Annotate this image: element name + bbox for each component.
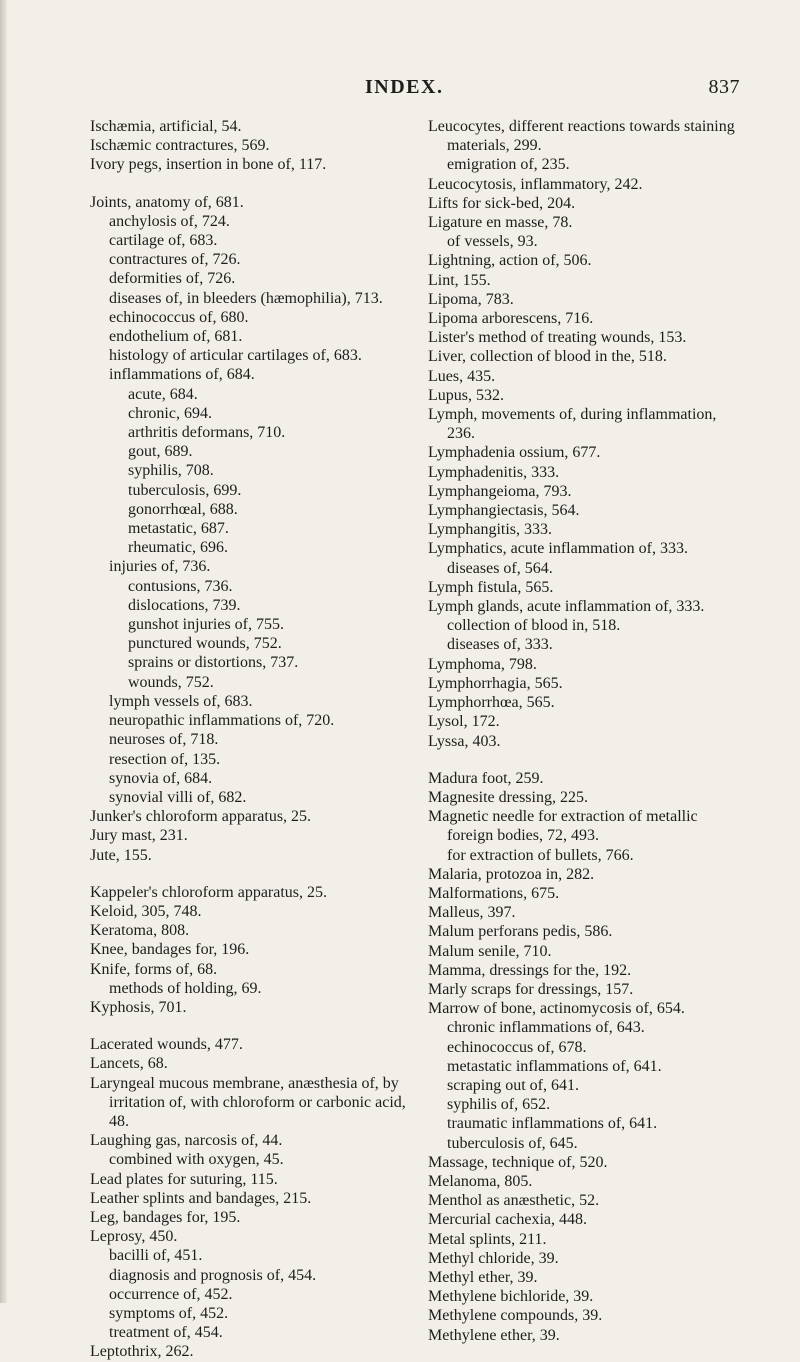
index-entry: Madura foot, 259. (428, 769, 544, 787)
index-entry: Kappeler's chloroform apparatus, 25. (90, 883, 328, 901)
index-entry: Lifts for sick-bed, 204. (428, 194, 576, 212)
index-entry: Malum perforans pedis, 586. (428, 923, 613, 941)
index-entry: Lightning, action of, 506. (428, 252, 592, 270)
index-entry: Methylene bichloride, 39. (428, 1288, 594, 1306)
index-entry: Lyssa, 403. (428, 732, 501, 750)
index-entry: Lymph glands, acute inflammation of, 333. (428, 598, 705, 616)
index-subentry: for extraction of bullets, 766. (447, 846, 634, 864)
index-entry: Leucocytes, different reactions towards staining materials, 299. (428, 118, 735, 155)
index-entry: Kyphosis, 701. (90, 998, 187, 1016)
index-subentry: scraping out of, 641. (447, 1076, 579, 1094)
index-entry: Lymphangiectasis, 564. (428, 502, 580, 520)
index-entry: Keratoma, 808. (90, 922, 190, 940)
index-subentry: contusions, 736. (128, 577, 233, 595)
index-subentry: gonorrhœal, 688. (128, 500, 238, 518)
section-gap (90, 1017, 420, 1035)
index-entry: Ligature en masse, 78. (428, 214, 573, 232)
index-subentry: traumatic inflammations of, 641. (447, 1115, 658, 1133)
index-entry: Lymphorrhagia, 565. (428, 674, 563, 692)
index-entry: Magnetic needle for extraction of metallic foreign bodies, 72, 493. (428, 808, 698, 845)
index-entry: Marrow of bone, actinomycosis of, 654. (428, 1000, 685, 1018)
index-entry: Methylene ether, 39. (428, 1326, 560, 1344)
index-subentry: gout, 689. (128, 443, 193, 461)
index-subentry: acute, 684. (128, 385, 198, 403)
index-entry: Lymphadenia ossium, 677. (428, 444, 601, 462)
index-subentry: emigration of, 235. (447, 156, 570, 174)
index-entry: Menthol as anæsthetic, 52. (428, 1192, 600, 1210)
index-subentry: chronic inflammations of, 643. (447, 1019, 645, 1037)
index-entry: Jute, 155. (90, 846, 152, 864)
index-subentry: occurrence of, 452. (109, 1285, 233, 1303)
page-header (90, 76, 740, 104)
index-subentry: histology of articular cartilages of, 683. (109, 347, 362, 365)
index-entry: Lipoma, 783. (428, 290, 514, 308)
index-entry: Methyl ether, 39. (428, 1268, 538, 1286)
index-entry: Metal splints, 211. (428, 1230, 547, 1248)
index-entry: Lancets, 68. (90, 1055, 168, 1073)
index-subentry: metastatic, 687. (128, 520, 229, 538)
index-entry: Methyl chloride, 39. (428, 1249, 559, 1267)
index-entry: Lymphoma, 798. (428, 655, 537, 673)
index-entry: Knee, bandages for, 196. (90, 941, 250, 959)
index-subentry: echinococcus of, 678. (447, 1038, 587, 1056)
index-subentry: combined with oxygen, 45. (109, 1151, 284, 1169)
index-subentry: chronic, 694. (128, 404, 212, 422)
index-entry: Magnesite dressing, 225. (428, 788, 588, 806)
index-column-left (90, 117, 420, 1362)
index-entry: Lead plates for suturing, 115. (90, 1170, 278, 1188)
index-entry: Lysol, 172. (428, 713, 500, 731)
index-subentry: tuberculosis, 699. (128, 481, 242, 499)
index-subentry: injuries of, 736. (109, 558, 211, 576)
index-subentry: diseases of, 564. (447, 559, 553, 577)
index-subentry: deformities of, 726. (109, 270, 236, 288)
section-gap (90, 865, 420, 883)
index-subentry: anchylosis of, 724. (109, 212, 230, 230)
index-entry: Leather splints and bandages, 215. (90, 1189, 312, 1207)
index-entry: Melanoma, 805. (428, 1172, 533, 1190)
index-entry: Ivory pegs, insertion in bone of, 117. (90, 156, 327, 174)
index-subentry: metastatic inflammations of, 641. (447, 1057, 662, 1075)
index-subentry: collection of blood in, 518. (447, 617, 621, 635)
index-subentry: diagnosis and prognosis of, 454. (109, 1266, 317, 1284)
index-entry: Leucocytosis, inflammatory, 242. (428, 175, 643, 193)
page-number: 837 (708, 76, 740, 98)
index-entry: Jury mast, 231. (90, 827, 188, 845)
index-entry: Lymphatics, acute inflammation of, 333. (428, 540, 688, 558)
index-entry: Lymphangeioma, 793. (428, 482, 572, 500)
index-subentry: wounds, 752. (128, 673, 214, 691)
index-entry: Lint, 155. (428, 271, 491, 289)
index-subentry: punctured wounds, 752. (128, 635, 282, 653)
page-edge-shadow (0, 0, 7, 1303)
index-subentry: resection of, 135. (109, 750, 221, 768)
index-subentry: methods of holding, 69. (109, 979, 262, 997)
index-entry: Lymphangitis, 333. (428, 521, 552, 539)
index-subentry: syphilis, 708. (128, 462, 214, 480)
index-entry: Mercurial cachexia, 448. (428, 1211, 588, 1229)
index-entry: Lacerated wounds, 477. (90, 1036, 243, 1054)
index-subentry: diseases of, 333. (447, 636, 553, 654)
index-subentry: of vessels, 93. (447, 233, 538, 251)
index-entry: Leprosy, 450. (90, 1228, 178, 1246)
index-subentry: syphilis of, 652. (447, 1096, 551, 1114)
index-subentry: gunshot injuries of, 755. (128, 616, 284, 634)
index-subentry: contractures of, 726. (109, 251, 241, 269)
index-subentry: bacilli of, 451. (109, 1247, 203, 1265)
index-entry: Ischæmic contractures, 569. (90, 137, 270, 155)
index-entry: Lymph, movements of, during inflammation, 236. (428, 406, 717, 443)
index-subentry: tuberculosis of, 645. (447, 1134, 578, 1152)
index-entry: Lymph fistula, 565. (428, 578, 554, 596)
index-entry: Malformations, 675. (428, 884, 560, 902)
index-entry: Lues, 435. (428, 367, 496, 385)
index-entry: Junker's chloroform apparatus, 25. (90, 808, 312, 826)
index-entry: Leptothrix, 262. (90, 1343, 194, 1361)
index-entry: Methylene compounds, 39. (428, 1307, 603, 1325)
index-entry: Malaria, protozoa in, 282. (428, 865, 595, 883)
index-subentry: endothelium of, 681. (109, 328, 243, 346)
running-title: INDEX. (365, 76, 444, 98)
section-gap (90, 175, 420, 193)
index-entry: Joints, anatomy of, 681. (90, 193, 244, 211)
index-subentry: sprains or distortions, 737. (128, 654, 299, 672)
index-entry: Massage, technique of, 520. (428, 1153, 608, 1171)
index-entry: Ischæmia, artificial, 54. (90, 118, 242, 135)
index-entry: Lymphadenitis, 333. (428, 463, 560, 481)
index-subentry: inflammations of, 684. (109, 366, 255, 384)
index-entry: Lipoma arborescens, 716. (428, 310, 594, 328)
index-entry: Malum senile, 710. (428, 942, 552, 960)
index-subentry: neuropathic inflammations of, 720. (109, 712, 335, 730)
section-gap (428, 751, 746, 769)
index-subentry: neuroses of, 718. (109, 731, 219, 749)
index-entry: Leg, bandages for, 195. (90, 1208, 241, 1226)
index-subentry: cartilage of, 683. (109, 232, 218, 250)
index-entry: Laryngeal mucous membrane, anæsthesia of, by irritation of, with chloroform or carbonic acid, 48. (90, 1074, 406, 1130)
index-subentry: rheumatic, 696. (128, 539, 228, 557)
index-subentry: echinococcus of, 680. (109, 308, 249, 326)
index-entry: Marly scraps for dressings, 157. (428, 980, 634, 998)
index-entry: Lymphorrhœa, 565. (428, 694, 555, 712)
index-subentry: symptoms of, 452. (109, 1304, 229, 1322)
index-subentry: diseases of, in bleeders (hæmophilia), 713. (109, 289, 383, 307)
index-entry: Laughing gas, narcosis of, 44. (90, 1132, 283, 1150)
index-subentry: synovial villi of, 682. (109, 788, 247, 806)
index-entry: Lupus, 532. (428, 386, 504, 404)
index-subentry: synovia of, 684. (109, 769, 213, 787)
index-entry: Liver, collection of blood in the, 518. (428, 348, 667, 366)
index-entry: Knife, forms of, 68. (90, 960, 218, 978)
index-entry: Malleus, 397. (428, 904, 516, 922)
index-entry: Lister's method of treating wounds, 153. (428, 329, 687, 347)
index-subentry: dislocations, 739. (128, 596, 241, 614)
index-subentry: arthritis deformans, 710. (128, 424, 286, 442)
index-subentry: lymph vessels of, 683. (109, 692, 253, 710)
index-entry: Keloid, 305, 748. (90, 902, 202, 920)
index-column-right (428, 117, 746, 1345)
index-entry: Mamma, dressings for the, 192. (428, 961, 632, 979)
index-subentry: treatment of, 454. (109, 1324, 223, 1342)
